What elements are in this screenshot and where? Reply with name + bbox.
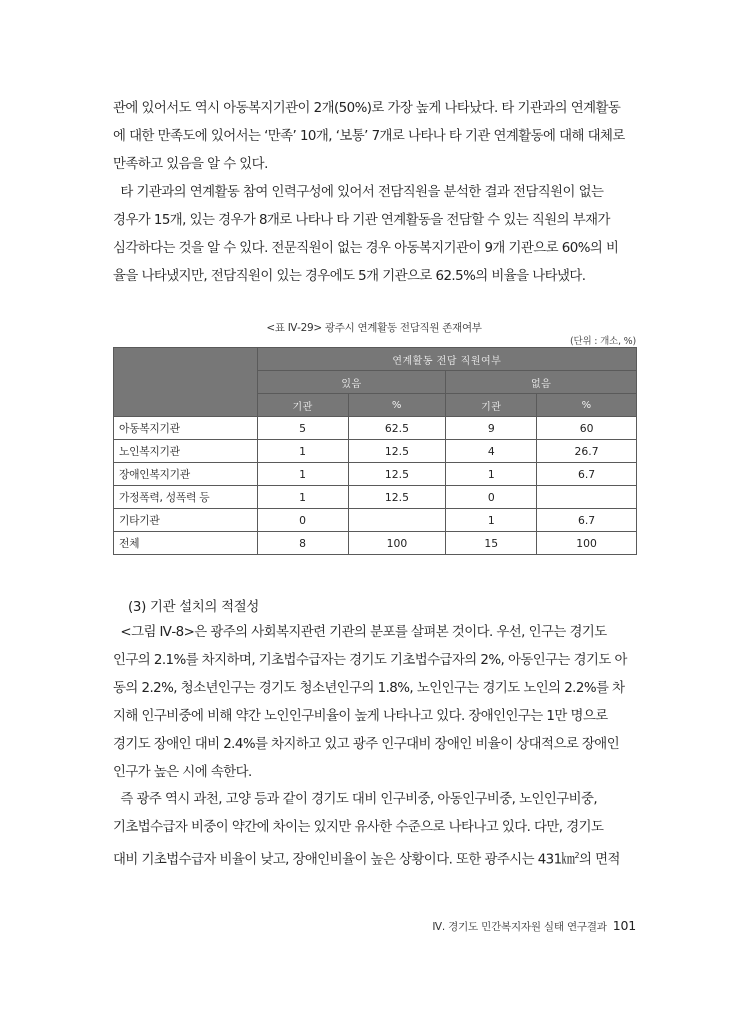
table-group-header: 연계활동 전담 직원여부 xyxy=(257,348,636,371)
table-cell: 1 xyxy=(446,509,537,532)
table-corner-cell xyxy=(114,348,258,417)
text-line: 인구가 높은 시에 속한다. xyxy=(113,765,252,780)
table-cell: 12.5 xyxy=(348,463,446,486)
page-footer xyxy=(432,918,636,934)
text-line: 관에 있어서도 역시 아동복지기관이 2개(50%)로 가장 높게 나타났다. 타 기관과의 연계활동 xyxy=(113,101,621,116)
table-row xyxy=(114,532,637,555)
text-line xyxy=(113,842,637,874)
text-line: 만족하고 있음을 알 수 있다. xyxy=(113,157,268,172)
superscript: 2 xyxy=(574,851,580,860)
table-cell: 8 xyxy=(257,532,348,555)
text-fragment: 대비 기초법수급자 비율이 낮고, 장애인비율이 높은 상황이다. 또한 광주시는 431㎞ xyxy=(113,852,575,868)
table-row xyxy=(114,486,637,509)
table-cell: 1 xyxy=(446,463,537,486)
row-label: 노인복지기관 xyxy=(114,440,258,463)
text-line: 경기도 장애인 대비 2.4%를 차지하고 있고 광주 인구대비 장애인 비율이 상대적으로 장애인 xyxy=(113,737,620,752)
table-row xyxy=(114,417,637,440)
row-label: 기타기관 xyxy=(114,509,258,532)
table-cell: 15 xyxy=(446,532,537,555)
text-line: 타 기관과의 연계활동 참여 인력구성에 있어서 전담직원을 분석한 결과 전담직원이 없는 xyxy=(113,185,604,200)
row-label: 아동복지기관 xyxy=(114,417,258,440)
footer-chapter: Ⅳ. 경기도 민간복지자원 실태 연구결과 xyxy=(432,921,607,933)
table-row xyxy=(114,440,637,463)
text-line: 기초법수급자 비중이 약간에 차이는 있지만 유사한 수준으로 나타나고 있다. 다만, 경기도 xyxy=(113,820,604,835)
table-cell: 100 xyxy=(348,532,446,555)
table-subgroup-header: 없음 xyxy=(446,371,637,394)
section-title: (3) 기관 설치의 적절성 xyxy=(128,600,260,615)
table-cell: 12.5 xyxy=(348,486,446,509)
paragraph-1 xyxy=(113,95,637,179)
table-cell: 6.7 xyxy=(537,463,637,486)
data-table xyxy=(113,347,637,555)
text-line: 인구의 2.1%를 차지하며, 기초법수급자는 경기도 기초법수급자의 2%, 아동인구는 경기도 아 xyxy=(113,653,627,668)
table-cell: 100 xyxy=(537,532,637,555)
table-row xyxy=(114,463,637,486)
table-column-header: 기관 xyxy=(446,394,537,417)
text-line: 심각하다는 것을 알 수 있다. 전문직원이 없는 경우 아동복지기관이 9개 기관으로 60%의 비 xyxy=(113,241,619,256)
text-line: 지해 인구비중에 비해 약간 노인인구비율이 높게 나타나고 있다. 장애인인구는 1만 명으로 xyxy=(113,709,608,724)
table-cell: 60 xyxy=(537,417,637,440)
table-row xyxy=(114,509,637,532)
table-cell: 6.7 xyxy=(537,509,637,532)
table-cell xyxy=(348,509,446,532)
table-column-header: % xyxy=(348,394,446,417)
row-label: 전체 xyxy=(114,532,258,555)
table-cell: 4 xyxy=(446,440,537,463)
row-label: 가정폭력, 성폭력 등 xyxy=(114,486,258,509)
table-unit: (단위 : 개소, %) xyxy=(569,336,636,347)
table-cell: 12.5 xyxy=(348,440,446,463)
text-line: <그림 Ⅳ-8>은 광주의 사회복지관련 기관의 분포를 살펴본 것이다. 우선, 인구는 경기도 xyxy=(113,625,607,640)
text-fragment: 의 면적 xyxy=(579,852,620,868)
table-subgroup-header: 있음 xyxy=(257,371,446,394)
table-cell: 1 xyxy=(257,463,348,486)
table-cell: 1 xyxy=(257,486,348,509)
table-cell: 1 xyxy=(257,440,348,463)
table-cell: 26.7 xyxy=(537,440,637,463)
text-line: 경우가 15개, 있는 경우가 8개로 나타나 타 기관 연계활동을 전담할 수 있는 직원의 부재가 xyxy=(113,213,610,228)
text-line: 즉 광주 역시 과천, 고양 등과 같이 경기도 대비 인구비중, 아동인구비중, 노인인구비중, xyxy=(113,792,598,807)
table-cell: 62.5 xyxy=(348,417,446,440)
table-cell xyxy=(537,486,637,509)
table-cell: 0 xyxy=(446,486,537,509)
paragraph-2 xyxy=(113,179,637,291)
page-number: 101 xyxy=(612,918,636,933)
paragraph-3 xyxy=(113,619,637,787)
text-line: 에 대한 만족도에 있어서는 ‘만족’ 10개, ‘보통’ 7개로 나타나 타 기관 연계활동에 대해 대체로 xyxy=(113,129,625,144)
text-line: 율을 나타냈지만, 전담직원이 있는 경우에도 5개 기관으로 62.5%의 비율을 나타냈다. xyxy=(113,269,586,284)
table-column-header: 기관 xyxy=(257,394,348,417)
table-caption: <표 Ⅳ-29> 광주시 연계활동 전담직원 존재여부 xyxy=(266,322,482,334)
text-line: 동의 2.2%, 청소년인구는 경기도 청소년인구의 1.8%, 노인인구는 경기도 노인의 2.2%를 차 xyxy=(113,681,625,696)
table-cell: 9 xyxy=(446,417,537,440)
paragraph-4 xyxy=(113,786,637,874)
table-column-header: % xyxy=(537,394,637,417)
row-label: 장애인복지기관 xyxy=(114,463,258,486)
table-cell: 0 xyxy=(257,509,348,532)
table-cell: 5 xyxy=(257,417,348,440)
